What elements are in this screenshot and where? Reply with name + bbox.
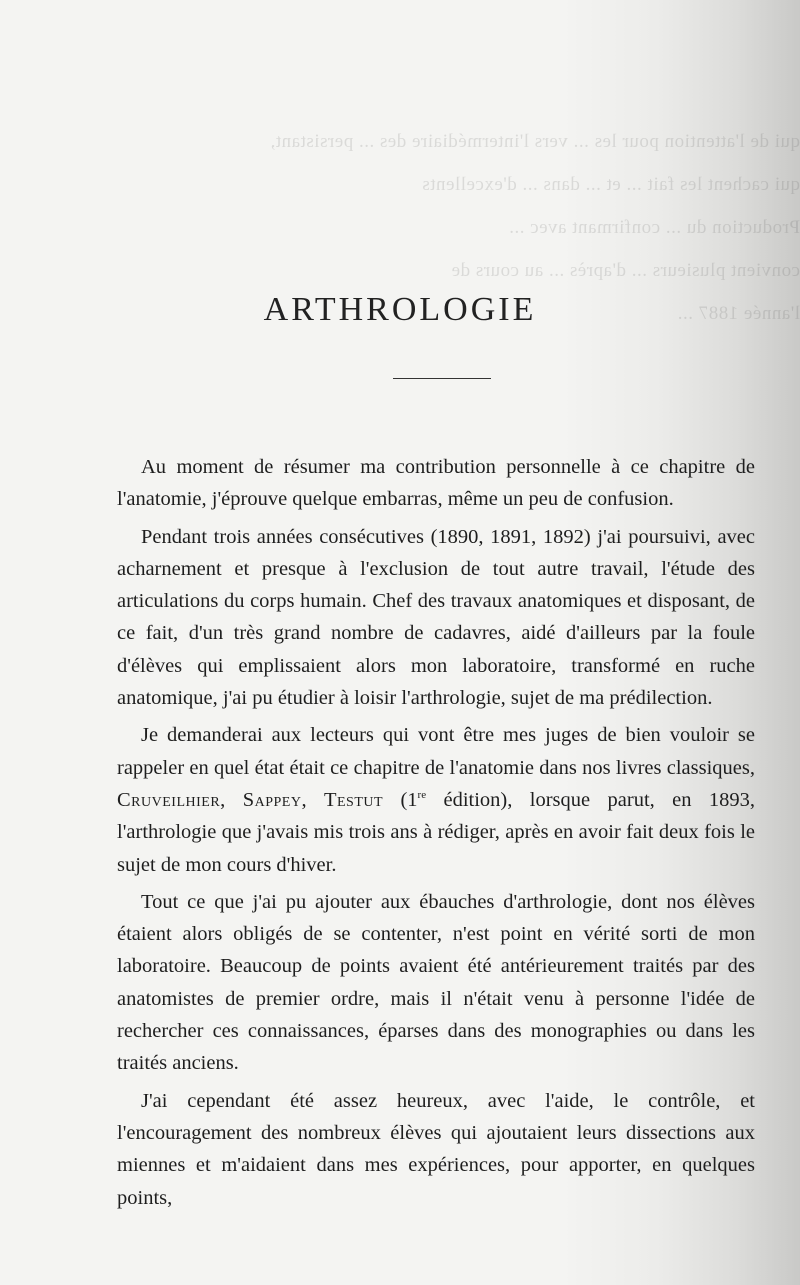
paragraph [117, 521, 755, 715]
author-name: Sappey [242, 788, 302, 811]
page-title: ARTHROLOGIE [263, 291, 537, 328]
text-run: Au moment de résumer ma contribution personnelle à ce chapitre de l'anatomie, j'éprouve quelque embarras, même un peu de confusion. [117, 456, 755, 511]
text-run: , [220, 788, 243, 811]
bleed-through-line: l'année 1887 ... [677, 303, 800, 324]
text-run: , [301, 788, 324, 811]
text-run: (1 [383, 788, 418, 811]
text-run: Tout ce que j'ai pu ajouter aux ébauches d'arthrologie, dont nos élèves étaient alors obligés de se contenter, n'est point en vérité sorti de mon laboratoire. Beaucoup de points avaient été antérieurement traités par des anatomistes de premier ordre, mais il n'était venu à personne l'idée de rechercher ces connaissances, éparses dans des monographies ou dans les traités anciens. [117, 890, 755, 1075]
paragraph [117, 1085, 755, 1214]
author-name: Cruveilhier [117, 788, 221, 811]
bleed-through-line: qui cachent les fait ... et ... dans ... d'excellents [421, 174, 800, 195]
author-name: Testut [323, 788, 384, 811]
text-run: Je demanderai aux lecteurs qui vont être mes juges de bien vouloir se rappeler en quel état était ce chapitre de l'anatomie dans nos livres classiques, [117, 724, 755, 779]
bleed-through-line: qui de l'attention pour les ... vers l'intermédiaire des ... persistant, [270, 131, 800, 152]
text-run: édition), lorsque parut, en 1893, l'arthrologie que j'avais mis trois ans à rédiger, après en avoir fait deux fois le sujet de mon cours d'hiver. [117, 788, 756, 876]
text-run: Pendant trois années consécutives (1890, 1891, 1892) j'ai poursuivi, avec acharnement et presque à l'exclusion de tout autre travail, l'étude des articulations du corps humain. Chef des travaux anatomiques et disposant, de ce fait, d'un très grand nombre de cadavres, aidé d'ailleurs par la foule d'élèves qui emplissaient alors mon laboratoire, transformé en ruche anatomique, j'ai pu étudier à loisir l'arthrologie, sujet de ma prédilection. [117, 525, 755, 710]
body-text [117, 451, 755, 1219]
title-divider [393, 378, 491, 379]
text-run: J'ai cependant été assez heureux, avec l'aide, le contrôle, et l'encouragement des nombreux élèves qui ajoutaient leurs dissections aux miennes et m'aidaient dans mes expériences, pour apporter, en quelques points, [117, 1089, 755, 1209]
superscript: re [417, 789, 427, 802]
paragraph [117, 451, 755, 516]
bleed-through-line: convient plusieurs ... d'après ... au cours de [451, 260, 800, 281]
bleed-through-line: Production du ... confirmant avec ... [508, 217, 800, 238]
paragraph [117, 886, 755, 1080]
paragraph [117, 719, 755, 880]
